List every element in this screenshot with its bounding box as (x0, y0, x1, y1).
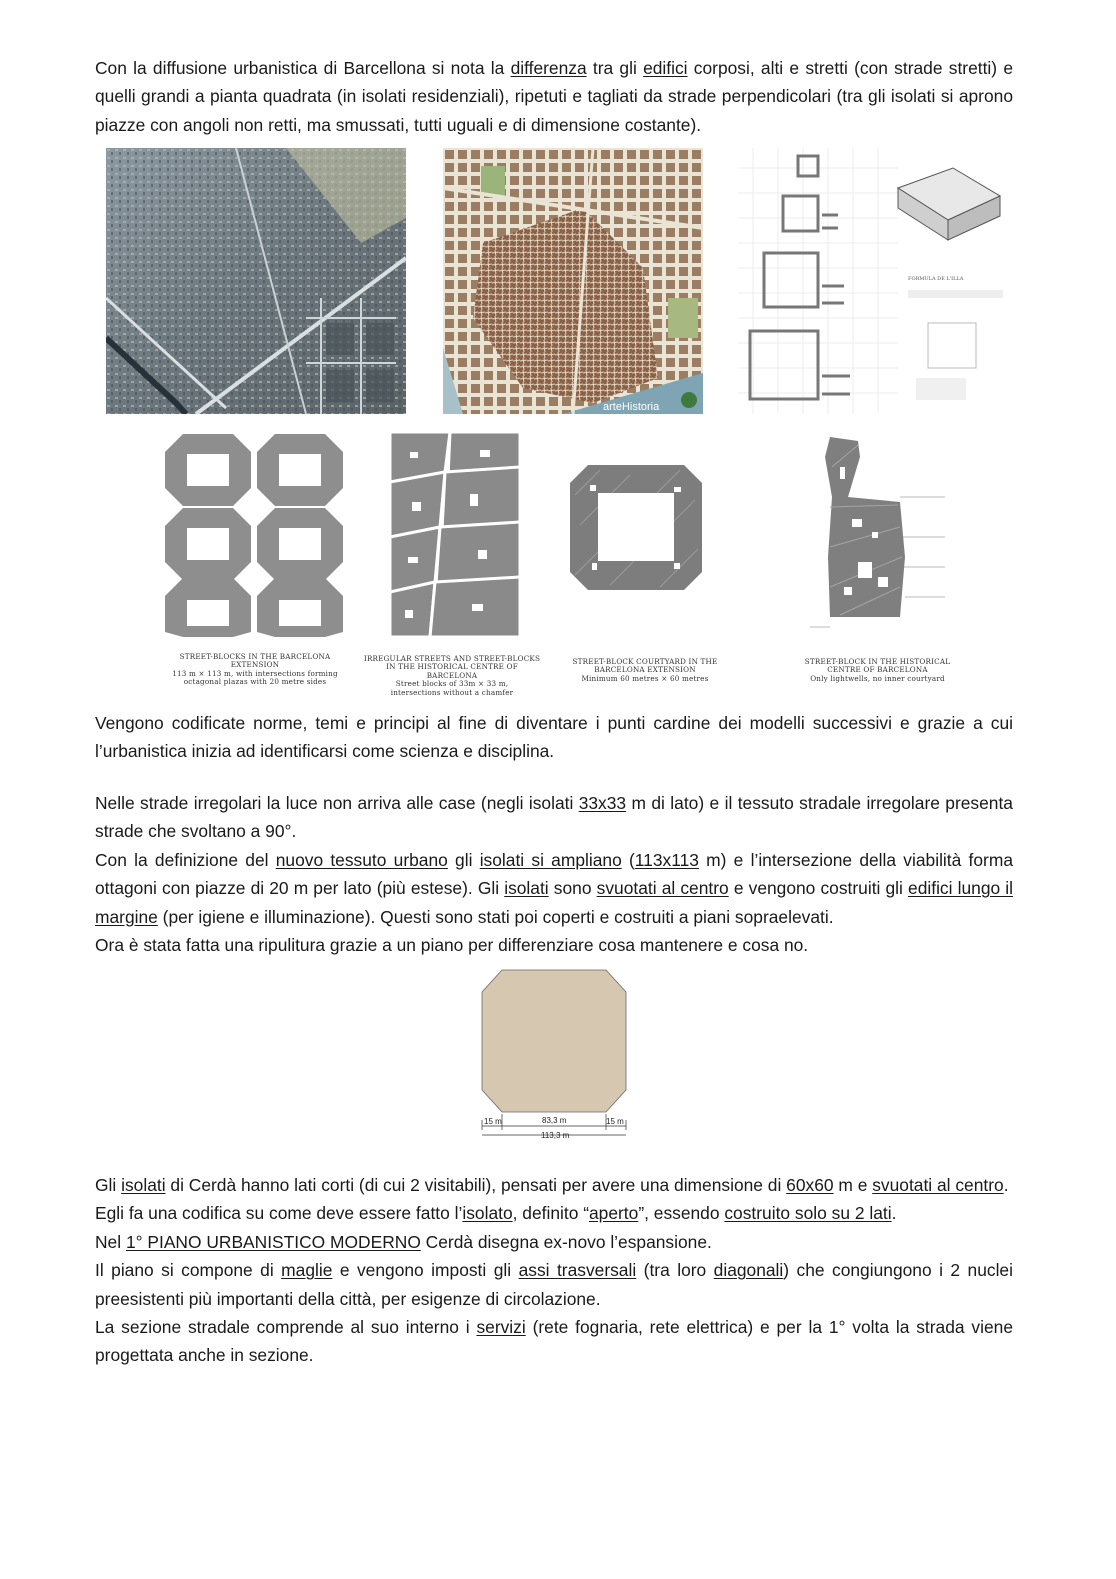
text: gli (447, 849, 480, 870)
line (95, 1199, 1013, 1227)
caption-line: STREET-BLOCK IN THE HISTORICAL (804, 657, 951, 666)
extension-blocks-diagram (163, 432, 345, 637)
paragraph-norms: Vengono codificate norme, temi e principi al fine di diventare i punti cardine dei modelli successivi e grazie a cui l’urbanistica inizia ad identificarsi come scienza e disciplina. (95, 713, 1013, 762)
text: ) che congiungono i 2 nuclei preesistenti più importanti della città, per esigenze di circolazione. (95, 1260, 1013, 1309)
text: m e (833, 1175, 873, 1195)
line (95, 1256, 1013, 1313)
line (95, 1228, 1013, 1256)
text: ( (621, 849, 635, 870)
underlined-term: diagonali (713, 1260, 784, 1281)
text: Cerdà disegna ex-novo l’espansione. (420, 1231, 712, 1252)
caption-extension-blocks (160, 653, 350, 687)
line (95, 1171, 1013, 1199)
caption-line: IRREGULAR STREETS AND STREET-BLOCKS (363, 654, 541, 663)
paragraph-urban-fabric (95, 789, 1013, 959)
historic-single-block-diagram (800, 437, 945, 637)
text: Egli fa una codifica su come deve essere fatto l’ (95, 1203, 463, 1224)
octagon-block-diagram (478, 968, 638, 1140)
line (95, 1313, 1013, 1370)
line: Ora è stata fatta una ripulitura grazie a un piano per differenziare cosa mantenere e cosa no. (95, 935, 809, 956)
underlined-term: 60x60 (786, 1175, 834, 1195)
underlined-term: nuovo tessuto urbano (275, 849, 448, 870)
caption-line: Minimum 60 metres × 60 metres (581, 673, 709, 683)
historic-map-barcelona (443, 148, 703, 414)
block-size-diagram (738, 148, 1008, 414)
underlined-term: isolati (121, 1175, 166, 1195)
caption-line: IN THE HISTORICAL CENTRE OF BARCELONA (386, 662, 518, 680)
underlined-term: isolati si ampliano (479, 849, 622, 870)
underlined-term: maglie (281, 1260, 333, 1281)
formula-title: FORMULA DE L'ILLA (908, 276, 964, 282)
text: m) e l’intersezione della viabilità forma ottagoni con piazze di 20 m per lato (più estese). Gli (95, 849, 1013, 899)
text: Con la definizione del (95, 849, 276, 870)
caption-line: octagonal plazas with 20 metre sides (183, 677, 327, 687)
text: Nelle strade irregolari la luce non arriva alle case (negli isolati (95, 793, 579, 813)
text: Il piano si compone di (95, 1260, 282, 1281)
line (95, 846, 1013, 931)
caption-line: STREET-BLOCK COURTYARD IN THE (572, 657, 718, 666)
underlined-term: edifici (643, 58, 688, 78)
caption-line: intersections without a chamfer (390, 687, 514, 697)
dimension-left: 15 m (484, 1117, 502, 1126)
text: , definito “ (512, 1203, 589, 1224)
caption-line: 113 m × 113 m, with intersections forming (172, 668, 338, 678)
aerial-photo-barcelona (106, 148, 406, 414)
underlined-term: costruito solo su 2 lati (724, 1203, 892, 1224)
underlined-term: aperto (589, 1203, 639, 1224)
underlined-term: differenza (510, 58, 587, 78)
caption-block-courtyard (560, 658, 730, 683)
dimension-total: 113,3 m (541, 1131, 570, 1140)
dimension-right: 15 m (606, 1117, 624, 1126)
text: La sezione stradale comprende al suo interno i (95, 1317, 477, 1338)
caption-line: Only lightwells, no inner courtyard (810, 673, 945, 683)
block-courtyard-diagram (570, 465, 702, 590)
text: (tra loro (636, 1260, 714, 1281)
underlined-term: assi trasversali (518, 1260, 637, 1281)
underlined-term: svuotati al centro (872, 1175, 1004, 1195)
caption-line: Street blocks of 33m × 33 m, (395, 679, 509, 689)
text: di Cerdà hanno lati corti (di cui 2 visitabili), pensati per avere una dimensione di (165, 1175, 787, 1195)
text: corposi, alti e stretti (con strade stretti) e quelli grandi a pianta quadrata (in isolati residenziali), ripetuti e tagliati da strade perpendicolari (tra gli isolati si aprono piazze con angoli non retti, ma smussati, tutti uguali e di dimensione costante). (95, 58, 1013, 135)
octagon-block (482, 970, 626, 1112)
text: Con la diffusione urbanistica di Barcellona si nota la (95, 58, 511, 78)
underlined-term: servizi (476, 1317, 526, 1338)
text: (per igiene e illuminazione). Questi sono stati poi coperti e costruiti a piani sopraelevati. (157, 906, 834, 927)
underlined-term: edifici lungo il margine (95, 878, 1014, 927)
text: sono (548, 878, 597, 899)
text: m di lato) e il tessuto stradale irregolare presenta strade che svoltano a 90°. (95, 793, 1013, 842)
text: . (891, 1203, 897, 1224)
text: . (1003, 1175, 1009, 1195)
historic-centre-blocks-diagram (390, 432, 520, 637)
paragraph-intro (95, 54, 1013, 139)
text: tra gli (586, 58, 644, 78)
text: (rete fognaria, rete elettrica) e per la 1° volta la strada viene progettata anche in sezione. (95, 1317, 1013, 1366)
caption-historic-block (790, 658, 965, 683)
underlined-term: 1° PIANO URBANISTICO MODERNO (125, 1231, 421, 1252)
caption-historic-centre (362, 655, 542, 697)
caption-line: CENTRE OF BARCELONA (827, 665, 928, 675)
map-watermark: arteHistoria (603, 401, 660, 413)
underlined-term: isolato (462, 1203, 513, 1224)
underlined-term: 33x33 (578, 793, 627, 813)
caption-line: BARCELONA EXTENSION (594, 665, 696, 675)
text: Gli (95, 1175, 122, 1195)
underlined-term: 113x113 (634, 849, 699, 870)
paragraph-cerda (95, 1171, 1013, 1370)
text: Nel (95, 1231, 126, 1252)
caption-line: STREET-BLOCKS IN THE BARCELONA EXTENSION (179, 652, 331, 670)
underlined-term: isolati (504, 878, 549, 899)
text: ”, essendo (638, 1203, 725, 1224)
dimension-middle: 83,3 m (542, 1116, 567, 1125)
text: e vengono imposti gli (332, 1260, 519, 1281)
underlined-term: svuotati al centro (596, 878, 729, 899)
text: e vengono costruiti gli (728, 878, 909, 899)
